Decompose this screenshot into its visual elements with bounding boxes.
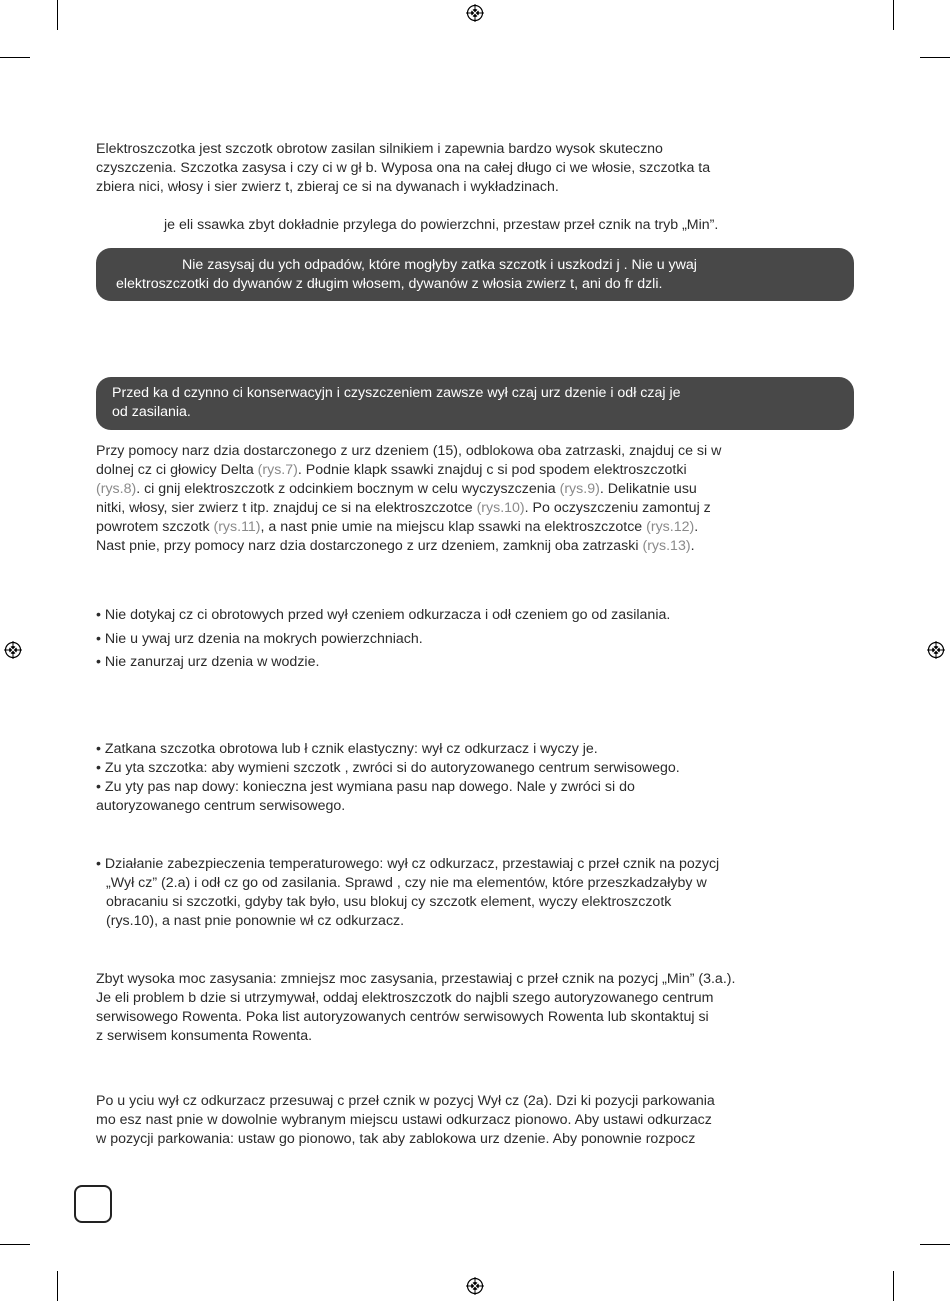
text-line: w pozycji parkowania: ustaw go pionowo, tak aby zablokowa urz dzenie. Aby ponownie rozpocz [96, 1131, 696, 1147]
text-line: Zbyt wysoka moc zasysania: zmniejsz moc zasysania, przestawiaj c przeł cznik na pozycj „Min” (3.a.). [96, 971, 736, 987]
text-line: zbiera nici, włosy i sier zwierz t, zbieraj ce si na dywanach i wykładzinach. [96, 179, 559, 195]
list-item: • Działanie zabezpieczenia temperaturowego: wył cz odkurzacz, przestawiaj c przeł cznik na pozycj [96, 856, 720, 872]
text-line: nitki, włosy, sier zwierz t itp. znajduj ce si na elektroszczotce (rys.10). Po oczyszczeniu zamontuj z [96, 500, 711, 516]
list-item: • Zatkana szczotka obrotowa lub ł cznik elastyczny: wył cz odkurzacz i wyczy je. [96, 741, 598, 757]
figure-reference: (rys.8) [96, 481, 137, 497]
text-line: mo esz nast pnie w dowolnie wybranym miejscu ustawi odkurzacz pionowo. Aby ustawi odkurzacz [96, 1112, 712, 1128]
warning-line: Nie zasysaj du ych odpadów, które mogłyby zatka szczotk i uszkodzi j . Nie u ywaj [182, 257, 697, 273]
figure-reference: (rys.9) [559, 481, 600, 497]
figure-reference: (rys.10) [476, 500, 525, 516]
warning-line: Przed ka d czynno ci konserwacyjn i czyszczeniem zawsze wył czaj urz dzenie i odł czaj je [112, 385, 681, 401]
figure-reference: (rys.13) [642, 538, 691, 554]
text-line: Po u yciu wył cz odkurzacz przesuwaj c przeł cznik w pozycj Wył cz (2a). Dzi ki pozycji parkowania [96, 1093, 715, 1109]
crop-mark [57, 1271, 58, 1301]
text-line: dolnej cz ci głowicy Delta (rys.7). Podnie klapk ssawki znajduj c si pod spodem elektroszczotki [96, 462, 687, 478]
list-item: autoryzowanego centrum serwisowego. [96, 798, 346, 814]
figure-reference: (rys.7) [257, 462, 298, 478]
maintenance-paragraph [96, 442, 854, 556]
registration-mark-icon [4, 641, 22, 659]
registration-mark-icon [466, 4, 484, 22]
text-line: Je eli problem b dzie si utrzymywał, oddaj elektroszczotk do najbli szego autoryzowanego centrum [96, 990, 714, 1006]
parking-paragraph [96, 1092, 854, 1149]
list-item: • Nie zanurzaj urz dzenia w wodzie. [96, 654, 320, 670]
troubleshooting-paragraph [96, 970, 854, 1046]
crop-mark [57, 0, 58, 30]
warning-line: od zasilania. [112, 404, 191, 420]
list-item: • Zu yta szczotka: aby wymieni szczotk , zwróci si do autoryzowanego centrum serwisowego. [96, 760, 680, 776]
warning-line: elektroszczotki do dywanów z długim włosem, dywanów z włosia zwierz t, ani do fr dzli. [116, 276, 663, 292]
troubleshooting-list [96, 855, 854, 931]
figure-reference: (rys.11) [213, 519, 261, 535]
registration-mark-icon [466, 1277, 484, 1295]
list-item: (rys.10), a nast pnie ponownie wł cz odkurzacz. [106, 913, 405, 929]
troubleshooting-list [96, 740, 854, 816]
text-line: powrotem szczotk (rys.11), a nast pnie umie na miejscu klap ssawki na elektroszczotce (rys.12). [96, 519, 699, 535]
warning-box [96, 248, 854, 301]
text-line: Nast pnie, przy pomocy narz dzia dostarczonego z urz dzeniem, zamknij oba zatrzaski (rys.13). [96, 538, 695, 554]
text-line: (rys.8). ci gnij elektroszczotk z odcinkiem bocznym w celu wyczyszczenia (rys.9). Delikatnie usu [96, 481, 697, 497]
text-line: serwisowego Rowenta. Poka list autoryzowanych centrów serwisowych Rowenta lub skontaktuj si [96, 1009, 709, 1025]
tip-text: je eli ssawka zbyt dokładnie przylega do powierzchni, przestaw przeł cznik na tryb „Min”. [164, 217, 719, 233]
text-line: czyszczenia. Szczotka zasysa i czy ci w gł b. Wyposa ona na całej długo ci we włosie, szczotka ta [96, 160, 711, 176]
crop-mark [920, 57, 950, 58]
warning-box [96, 377, 854, 430]
registration-mark-icon [927, 641, 945, 659]
text-line: z serwisem konsumenta Rowenta. [96, 1028, 313, 1044]
text-line: Elektroszczotka jest szczotk obrotow zasilan silnikiem i zapewnia bardzo wysok skuteczno [96, 141, 663, 157]
crop-mark [920, 1244, 950, 1245]
safety-list [96, 604, 854, 675]
page-number-box [74, 1185, 112, 1223]
list-item: • Nie u ywaj urz dzenia na mokrych powierzchniach. [96, 630, 423, 647]
intro-paragraph [96, 140, 854, 197]
figure-reference: (rys.12) [646, 519, 695, 535]
list-item: • Nie dotykaj cz ci obrotowych przed wył czeniem odkurzacza i odł czeniem go od zasilania. [96, 607, 671, 623]
text-line: Przy pomocy narz dzia dostarczonego z urz dzeniem (15), odblokowa oba zatrzaski, znajduj ce si w [96, 443, 722, 459]
crop-mark [893, 1271, 894, 1301]
crop-mark [0, 1244, 30, 1245]
list-item: • Zu yty pas nap dowy: konieczna jest wymiana pasu nap dowego. Nale y zwróci si do [96, 779, 635, 795]
crop-mark [0, 57, 30, 58]
list-item: obracaniu si szczotki, gdyby tak było, usu blokuj cy szczotk element, wyczy elektroszczotk [106, 894, 672, 910]
list-item: „Wył cz” (2.a) i odł cz go od zasilania. Sprawd , czy nie ma elementów, które przeszkadzałyby w [106, 875, 707, 891]
crop-mark [893, 0, 894, 30]
